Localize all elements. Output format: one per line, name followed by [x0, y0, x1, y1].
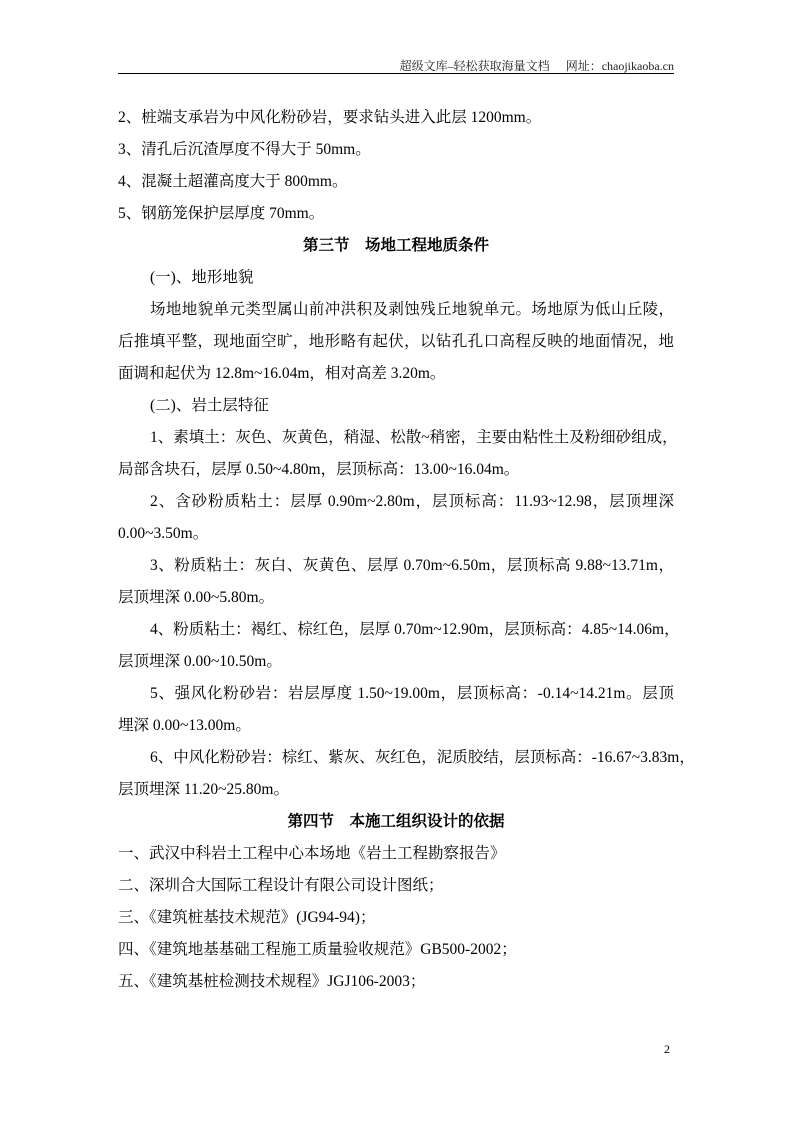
page-number: 2: [664, 1042, 670, 1056]
text-line: (二)、岩土层特征: [150, 397, 269, 414]
text-line: 局部含块石，层厚 0.50~4.80m，层顶标高：13.00~16.04m。: [118, 461, 520, 478]
text-line: 四、《建筑地基基础工程施工质量验收规范》GB500-2002；: [118, 941, 517, 958]
text-line: 2、桩端支承岩为中风化粉砂岩，要求钻头进入此层 1200mm。: [118, 109, 542, 126]
page-header: [400, 57, 674, 74]
text-line: 面调和起伏为 12.8m~16.04m，相对高差 3.20m。: [118, 365, 446, 382]
text-line: 0.00~3.50m。: [118, 525, 209, 542]
text-line: 4、粉质粘土：褐红、棕红色，层厚 0.70m~12.90m，层顶标高：4.85~14.06m，: [150, 621, 680, 638]
text-line: 二、深圳合大国际工程设计有限公司设计图纸；: [118, 877, 444, 894]
text-line: 1、素填土：灰色、灰黄色，稍湿、松散~稍密，主要由粘性土及粉细砂组成，: [150, 429, 678, 446]
text-line: 3、粉质粘土：灰白、灰黄色、层厚 0.70m~6.50m，层顶标高 9.88~13.71m，: [150, 557, 674, 574]
section-heading: 第三节 场地工程地质条件: [302, 237, 489, 254]
text-line: 场地地貌单元类型属山前冲洪积及剥蚀残丘地貌单元。场地原为低山丘陵，: [150, 301, 674, 318]
text-line: 埋深 0.00~13.00m。: [118, 717, 251, 734]
text-line: 3、清孔后沉渣厚度不得大于 50mm。: [118, 141, 371, 158]
header-rule: [118, 73, 674, 74]
header-url: 网址：chaojikaoba.cn: [565, 59, 674, 73]
text-line: 五、《建筑基桩检测技术规程》JGJ106-2003；: [118, 973, 426, 990]
section-heading: 第四节 本施工组织设计的依据: [287, 813, 505, 830]
text-line: 层顶埋深 11.20~25.80m。: [118, 781, 289, 798]
text-line: 2、含砂粉质粘土：层厚 0.90m~2.80m，层顶标高：11.93~12.98，层顶埋深: [150, 493, 674, 510]
text-line: (一)、地形地貌: [150, 269, 254, 286]
text-line: 6、中风化粉砂岩：棕红、紫灰、灰红色，泥质胶结，层顶标高：-16.67~3.83m，: [150, 749, 695, 766]
text-line: 5、钢筋笼保护层厚度 70mm。: [118, 205, 325, 222]
text-line: 层顶埋深 0.00~10.50m。: [118, 653, 282, 670]
text-line: 一、武汉中科岩土工程中心本场地《岩土工程勘察报告》: [118, 845, 506, 862]
text-line: 5、强风化粉砂岩：岩层厚度 1.50~19.00m，层顶标高：-0.14~14.21m。层顶: [150, 685, 674, 702]
text-line: 三、《建筑桩基技术规范》(JG94-94)；: [118, 909, 376, 926]
text-line: 层顶埋深 0.00~5.80m。: [118, 589, 275, 606]
text-line: 后推填平整，现地面空旷，地形略有起伏，以钻孔孔口高程反映的地面情况，地: [118, 333, 674, 350]
header-site-name: 超级文库–轻松获取海量文档: [399, 59, 550, 73]
text-line: 4、混凝土超灌高度大于 800mm。: [118, 173, 348, 190]
